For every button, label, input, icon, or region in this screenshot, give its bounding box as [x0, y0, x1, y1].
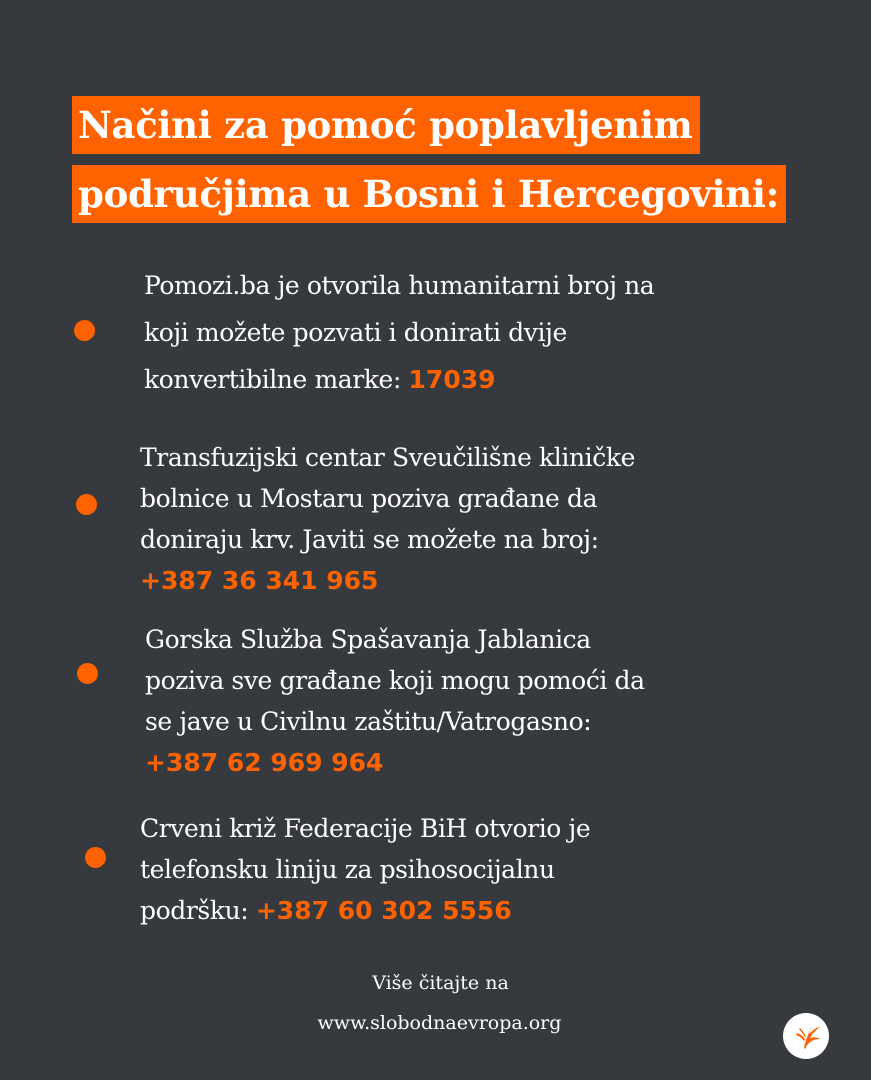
bullet-icon — [76, 494, 97, 515]
bullet-icon — [85, 847, 106, 868]
item-text: konvertibilne marke: — [144, 365, 409, 394]
item-text: podršku: — [140, 896, 256, 925]
item-text-line: doniraju krv. Javiti se možete na broj: — [140, 525, 599, 554]
item-text-line: Gorska Služba Spašavanja Jablanica — [145, 625, 591, 654]
rferl-bird-logo-icon — [783, 1013, 829, 1059]
item-text-line: telefonsku liniju za psihosocijalnu — [140, 855, 555, 884]
item-text-line — [144, 356, 654, 403]
list-item-pomozi — [144, 262, 654, 403]
title-line-2: područjima u Bosni i Hercegovini: — [72, 165, 786, 223]
title-line-1: Načini za pomoć poplavljenim — [72, 96, 700, 154]
item-text-line: koji možete pozvati i donirati dvije — [144, 318, 567, 347]
list-item-transfuzijski — [140, 437, 635, 601]
list-item-gorska-sluzba — [145, 619, 645, 783]
item-text-line — [140, 890, 590, 931]
bullet-icon — [77, 663, 98, 684]
phone-number: +387 62 969 964 — [145, 748, 384, 777]
item-text-line: Crveni križ Federacije BiH otvorio je — [140, 814, 591, 843]
item-text-line: poziva sve građane koji mogu pomoći da — [145, 666, 645, 695]
item-text-line: Transfuzijski centar Sveučilišne kliničke — [140, 443, 635, 472]
item-text-line: Pomozi.ba je otvorila humanitarni broj na — [144, 271, 655, 300]
item-text-line: se jave u Civilnu zaštitu/Vatrogasno: — [145, 707, 592, 736]
footer-website-link[interactable]: www.slobodnaevropa.org — [317, 1012, 562, 1034]
phone-number: +387 36 341 965 — [140, 566, 379, 595]
list-item-crveni-kriz — [140, 808, 590, 931]
item-text-line: bolnice u Mostaru poziva građane da — [140, 484, 598, 513]
footer-read-more: Više čitajte na — [372, 972, 509, 994]
phone-number: 17039 — [408, 365, 496, 394]
bullet-icon — [74, 320, 95, 341]
phone-number: +387 60 302 5556 — [255, 896, 512, 925]
